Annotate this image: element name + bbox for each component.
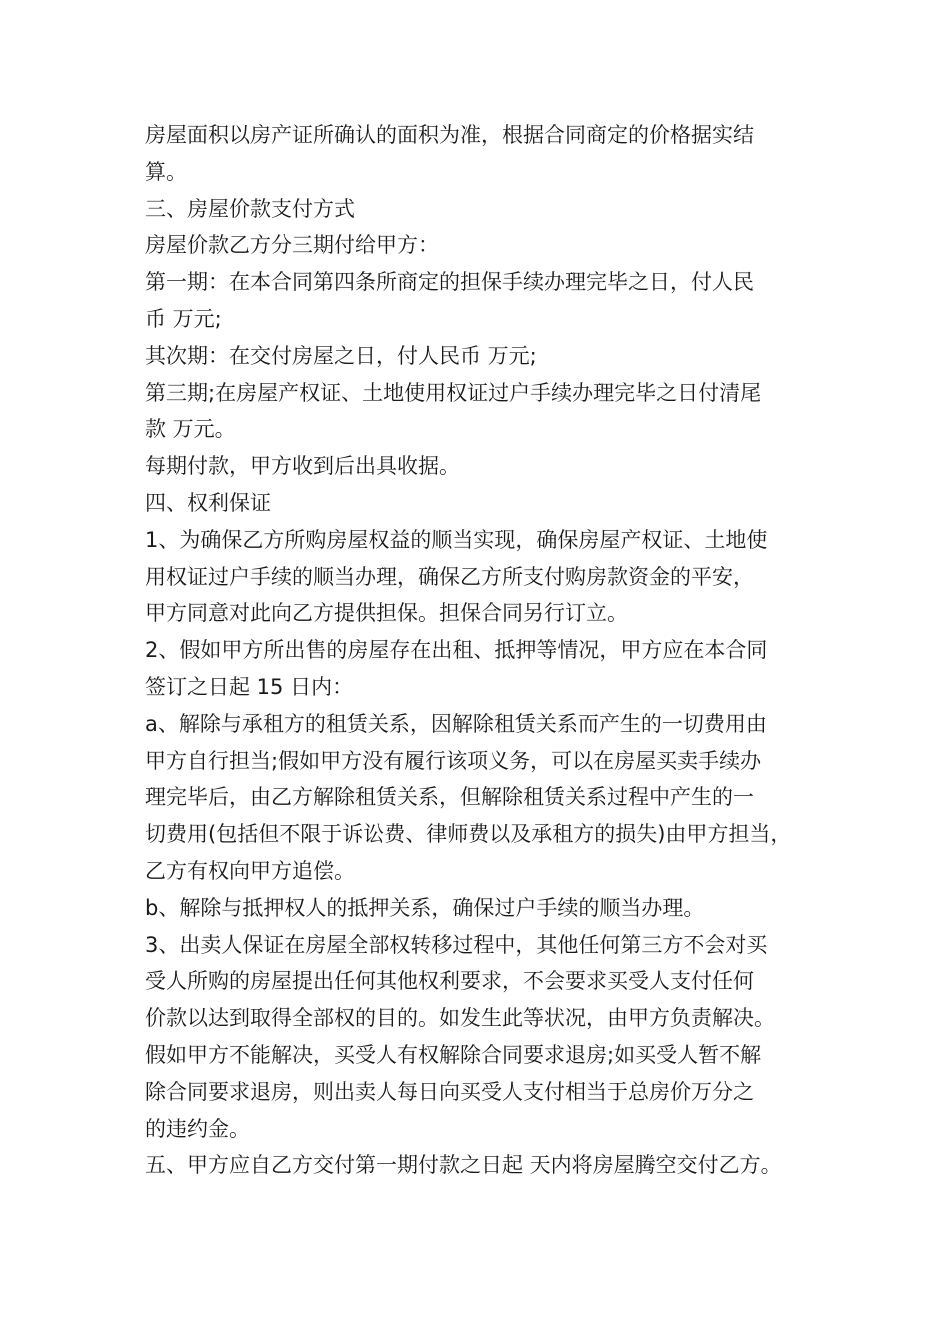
text-line: 款 万元。 xyxy=(145,417,236,442)
text-line: 第一期：在本合同第四条所商定的担保手续办理完毕之日，付人民 xyxy=(145,270,754,295)
text-line: 房屋面积以房产证所确认的面积为准，根据合同商定的价格据实结 xyxy=(145,123,754,147)
text-line: 签订之日起 15 日内： xyxy=(145,674,354,699)
text-line: 币 万元; xyxy=(145,306,222,331)
text-line: 切费用(包括但不限于诉讼费、律师费以及承租方的损失)由甲方担当， xyxy=(145,822,792,847)
section-heading: 五、甲方应自乙方交付第一期付款之日起 天内将房屋腾空交付乙方。 xyxy=(145,1153,782,1178)
text-line: 的违约金。 xyxy=(145,1116,250,1141)
text-line: 每期付款，甲方收到后出具收据。 xyxy=(145,454,460,479)
text-line: 理完毕后，由乙方解除租赁关系，但解除租赁关系过程中产生的一 xyxy=(145,785,754,810)
document-body xyxy=(145,117,835,1184)
text-line: 假如甲方不能解决，买受人有权解除合同要求退房;如买受人暂不解 xyxy=(145,1042,762,1067)
text-line: 3、出卖人保证在房屋全部权转移过程中，其他任何第三方不会对买 xyxy=(145,932,768,957)
text-line: 价款以达到取得全部权的目的。如发生此等状况，由甲方负责解决。 xyxy=(145,1006,775,1031)
section-heading: 四、权利保证 xyxy=(145,490,271,515)
section-heading: 三、房屋价款支付方式 xyxy=(145,196,355,221)
text-line: 受人所购的房屋提出任何其他权利要求，不会要求买受人支付任何 xyxy=(145,969,754,994)
text-line: 2、假如甲方所出售的房屋存在出租、抵押等情况，甲方应在本合同 xyxy=(145,638,768,663)
text-line: 乙方有权向甲方追偿。 xyxy=(145,858,355,883)
text-line: b、解除与抵押权人的抵押关系，确保过户手续的顺当办理。 xyxy=(145,895,705,920)
text-line: 第三期;在房屋产权证、土地使用权证过户手续办理完毕之日付清尾 xyxy=(145,380,762,405)
text-line: 房屋价款乙方分三期付给甲方： xyxy=(145,233,439,258)
text-line: 甲方自行担当;假如甲方没有履行该项义务，可以在房屋买卖手续办 xyxy=(145,748,762,773)
text-line: 甲方同意对此向乙方提供担保。担保合同另行订立。 xyxy=(145,601,628,626)
text-line: a、解除与承租方的租赁关系，因解除租赁关系而产生的一切费用由 xyxy=(145,711,767,736)
text-line: 用权证过户手续的顺当办理，确保乙方所支付购房款资金的平安， xyxy=(145,564,754,589)
text-line: 算。 xyxy=(145,159,187,184)
text-line: 其次期：在交付房屋之日，付人民币 万元; xyxy=(145,343,537,368)
text-line: 除合同要求退房，则出卖人每日向买受人支付相当于总房价万分之 xyxy=(145,1079,754,1104)
text-line: 1、为确保乙方所购房屋权益的顺当实现，确保房屋产权证、土地使 xyxy=(145,527,768,552)
